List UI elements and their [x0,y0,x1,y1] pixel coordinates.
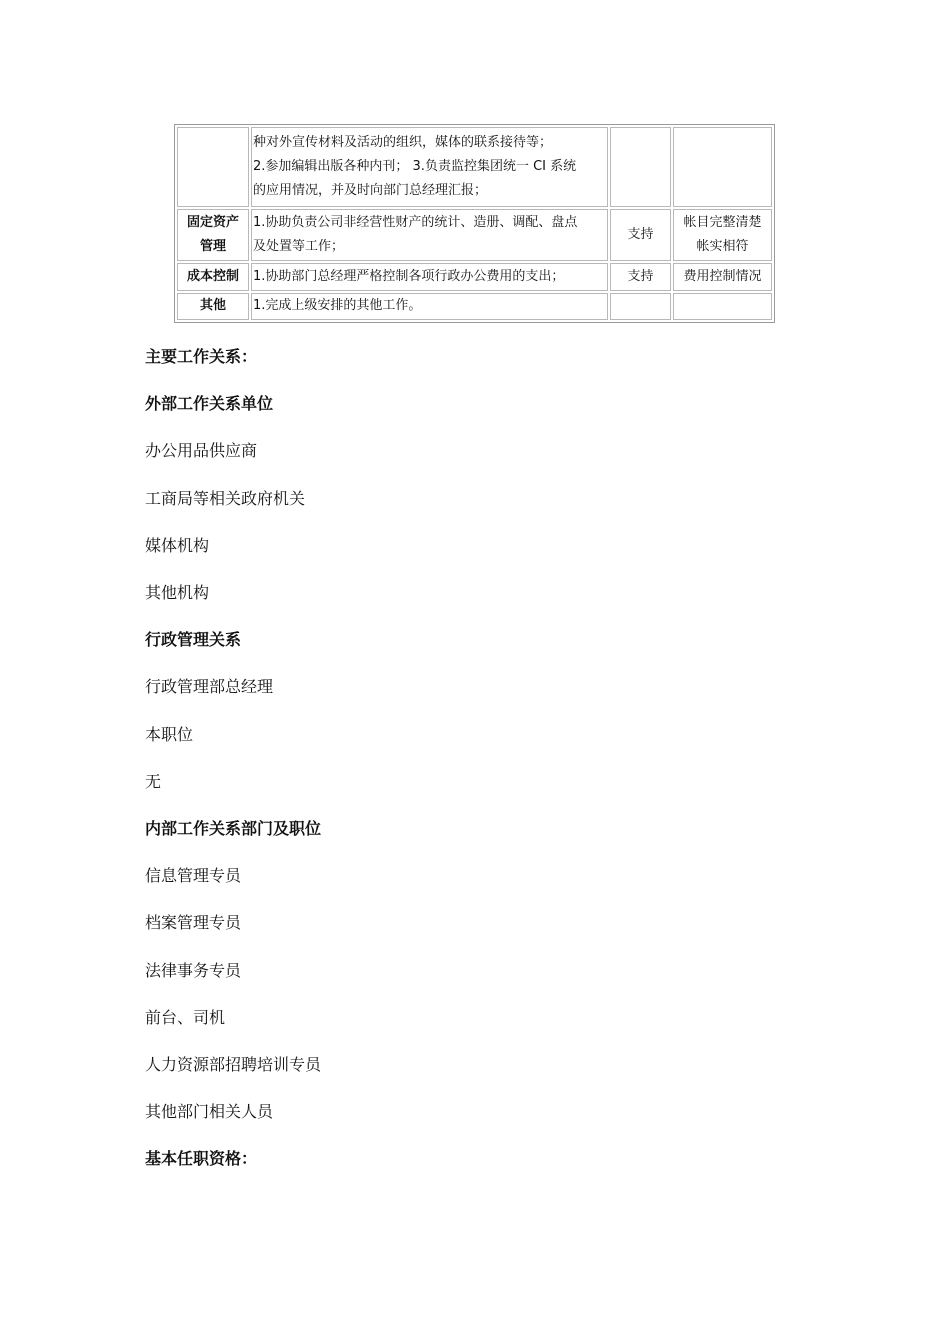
duty-cell [251,209,608,262]
standard-cell-line: 帐实相符 [696,239,749,255]
duty-cell-line: 2.参加编辑出版各种内刊； 3.负责监控集团统一 CI 系统 [253,158,577,174]
list-item: 工商局等相关政府机关 [145,488,306,508]
standard-cell [673,209,772,262]
standard-cell [673,293,772,320]
list-item: 本职位 [145,724,194,744]
role-cell: 支持 [610,209,671,262]
list-item: 其他部门相关人员 [145,1102,274,1122]
role-cell [610,293,671,320]
duty-table [174,124,775,323]
duty-cell-line: 1.完成上级安排的其他工作。 [253,298,422,314]
standard-cell-line: 费用控制情况 [683,269,762,284]
area-cell [177,263,249,290]
list-item: 其他机构 [145,583,210,602]
list-item: 办公用品供应商 [145,441,258,461]
area-cell-line: 成本控制 [186,269,239,284]
list-item: 人力资源部招聘培训专员 [145,1055,322,1074]
area-cell [177,209,249,262]
duty-cell-line: 的应用情况，并及时向部门总经理汇报； [253,182,488,198]
duty-table-grid [175,125,774,322]
duty-cell [251,293,608,320]
list-item: 无 [145,771,162,791]
list-item: 法律事务专员 [145,960,242,980]
area-cell-line: 固定资产 [186,215,239,231]
section-heading: 主要工作关系： [145,347,258,366]
area-cell-line: 其他 [199,298,226,314]
duty-cell [251,263,608,290]
role-cell [610,127,671,207]
duty-cell-line: 1.协助部门总经理严格控制各项行政办公费用的支出； [253,269,565,284]
area-cell-line: 管理 [199,239,226,255]
duty-cell [251,127,608,207]
section-heading: 基本任职资格： [145,1149,258,1169]
duty-cell-line: 1.协助负责公司非经营性财产的统计、造册、调配、盘点 [253,215,578,231]
duty-cell-line: 种对外宣传材料及活动的组织，媒体的联系接待等； [253,134,553,150]
duty-cell-line: 及处置等工作； [253,239,345,255]
list-item: 媒体机构 [145,535,210,555]
section-heading: 内部工作关系部门及职位 [145,819,322,838]
table-row [177,209,772,262]
role-cell: 支持 [610,263,671,290]
section-heading: 外部工作关系单位 [145,394,274,414]
area-cell [177,293,249,320]
section-heading: 行政管理关系 [145,630,242,650]
standard-cell [673,263,772,290]
area-cell [177,127,249,207]
duty-table-body [177,127,772,320]
standard-cell-line: 帐目完整清楚 [683,215,762,231]
list-item: 信息管理专员 [145,866,242,886]
table-row [177,127,772,207]
table-row [177,263,772,290]
standard-cell [673,127,772,207]
list-item: 档案管理专员 [145,913,242,933]
table-row [177,293,772,320]
list-item: 行政管理部总经理 [145,677,274,697]
list-item: 前台、司机 [145,1007,226,1027]
